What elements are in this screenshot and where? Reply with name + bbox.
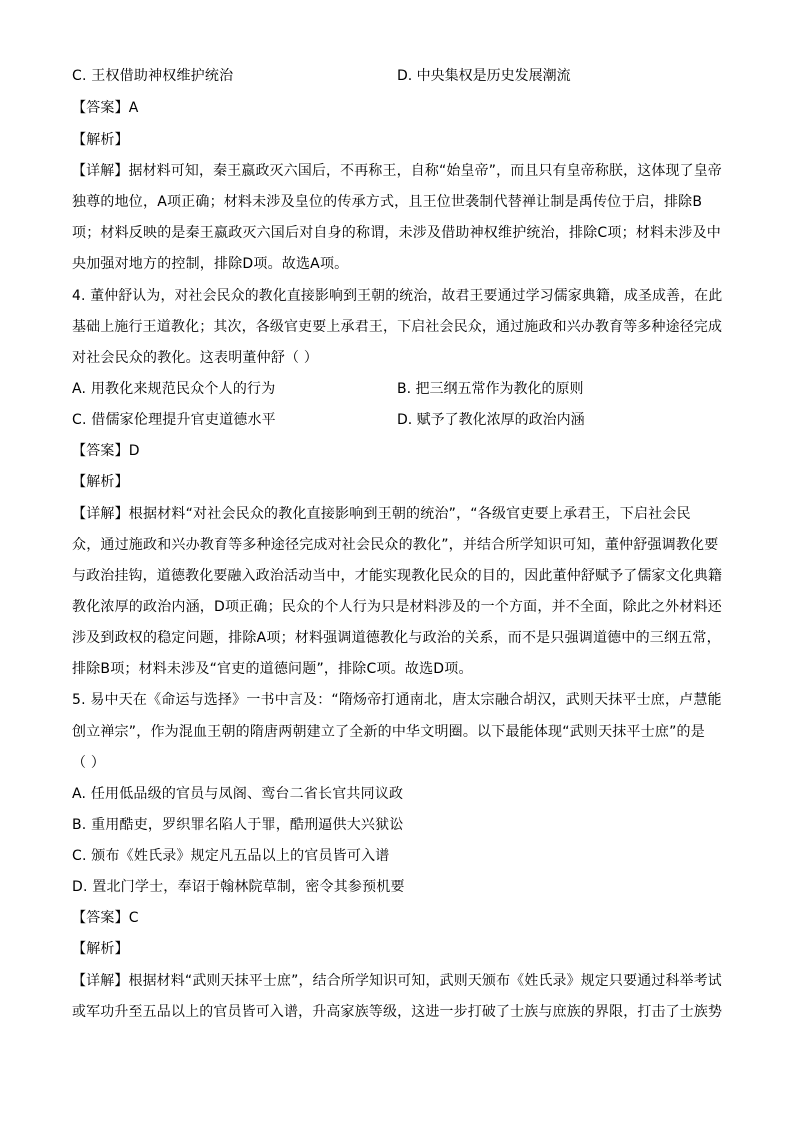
q4-answer: 【答案】D [72, 443, 140, 459]
q4-stem-line: 基础上施行王道教化；其次，各级官吏要上承君王，下启社会民众，通过施政和兴办教育等多种途径完成 [72, 319, 723, 335]
q3-detail-line: 【详解】据材料可知，秦王嬴政灭六国后，不再称王，自称“始皇帝”，而且只有皇帝称朕，这体现了皇帝 [72, 163, 722, 179]
q5-detail-line: 【详解】根据材料“武则天抹平士庶”，结合所学知识可知，武则天颁布《姓氏录》规定只要通过科举考试 [72, 973, 722, 989]
q4-detail-line: 排除B项；材料未涉及“官吏的道德问题”，排除C项。故选D项。 [72, 661, 473, 677]
q5-analysis-heading: 【解析】 [72, 941, 129, 957]
q4-option-b: B. 把三纲五常作为教化的原则 [397, 381, 584, 397]
q5-option-c: C. 颁布《姓氏录》规定凡五品以上的官员皆可入谱 [72, 848, 390, 864]
q5-stem-line: 创立禅宗”，作为混血王朝的隋唐两朝建立了全新的中华文明圈。以下最能体现“武则天抹平士庶”的是 [72, 724, 705, 740]
q4-detail-line: 【详解】根据材料“对社会民众的教化直接影响到王朝的统治”，“各级官吏要上承君王，下启社会民 [72, 506, 691, 522]
q5-option-a: A. 任用低品级的官员与凤阁、鸾台二省长官共同议政 [72, 786, 404, 802]
q3-detail-line: 独尊的地位，A项正确；材料未涉及皇位的传承方式，且王位世袭制代替禅让制是禹传位于启，排除B [72, 194, 703, 210]
q5-option-b: B. 重用酷吏，罗织罪名陷人于罪，酷刑逼供大兴狱讼 [72, 817, 404, 833]
q5-stem-line: 5. 易中天在《命运与选择》一书中言及：“隋炀帝打通南北，唐太宗融合胡汉，武则天抹平士庶，卢慧能 [72, 692, 722, 708]
q4-option-d: D. 赋予了教化浓厚的政治内涵 [397, 412, 585, 428]
q5-stem-line: （ ） [72, 755, 106, 771]
q3-option-d: D. 中央集权是历史发展潮流 [397, 68, 571, 84]
q5-detail-line: 或军功升至五品以上的官员皆可入谱，升高家族等级，这进一步打破了士族与庶族的界限，打击了士族势 [72, 1004, 723, 1020]
q5-option-d: D. 置北门学士，奉诏于翰林院草制，密令其参预机要 [72, 879, 405, 895]
q3-analysis-heading: 【解析】 [72, 132, 129, 148]
q4-stem-line: 4. 董仲舒认为，对社会民众的教化直接影响到王朝的统治，故君王要通过学习儒家典籍，成圣成善，在此 [72, 288, 723, 304]
q4-detail-line: 众，通过施政和兴办教育等多种途径完成对社会民众的教化”，并结合所学知识可知，董仲舒强调教化要 [72, 537, 719, 553]
q4-analysis-heading: 【解析】 [72, 474, 129, 490]
q4-detail-line: 涉及到政权的稳定问题，排除A项；材料强调道德教化与政治的关系，而不是只强调道德中的三纲五常， [72, 630, 721, 646]
q4-stem-line: 对社会民众的教化。这表明董仲舒（ ） [72, 350, 319, 366]
q4-detail-line: 教化浓厚的政治内涵，D项正确；民众的个人行为只是材料涉及的一个方面，并不全面，除此之外材料还 [72, 599, 722, 615]
q3-detail-line: 项；材料反映的是秦王嬴政灭六国后对自身的称谓，未涉及借助神权维护统治，排除C项；材料未涉及中 [72, 225, 721, 241]
q5-answer: 【答案】C [72, 910, 139, 926]
q3-detail-line: 央加强对地方的控制，排除D项。故选A项。 [72, 256, 349, 272]
q4-option-a: A. 用教化来规范民众个人的行为 [72, 381, 276, 397]
q3-option-c: C. 王权借助神权维护统治 [72, 68, 234, 84]
q4-option-c: C. 借儒家伦理提升官吏道德水平 [72, 412, 276, 428]
q3-answer: 【答案】A [72, 100, 139, 116]
q4-detail-line: 与政治挂钩，道德教化要融入政治活动当中，才能实现教化民众的目的，因此董仲舒赋予了儒家文化典籍 [72, 568, 723, 584]
